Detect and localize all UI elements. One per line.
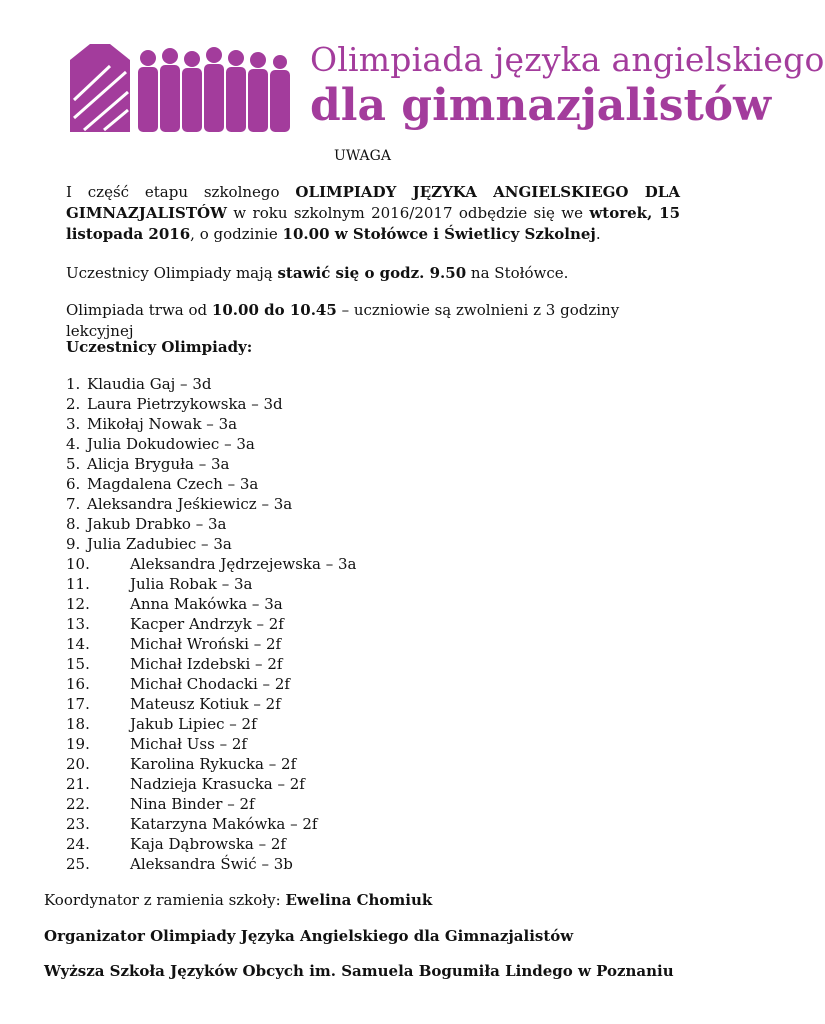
list-item: [66, 434, 666, 454]
list-item-number: 15.: [66, 655, 90, 673]
people-silhouettes-icon: [70, 40, 295, 134]
list-item: [66, 514, 666, 534]
list-item: [66, 454, 666, 474]
list-item-number: 9.: [66, 535, 81, 553]
list-item: [66, 694, 666, 714]
list-item-name: Nina Binder – 2f: [130, 795, 255, 813]
list-item: [66, 554, 666, 574]
list-item: [66, 834, 666, 854]
participants-heading: Uczestnicy Olimpiady:: [66, 338, 253, 356]
list-item-name: Julia Zadubiec – 3a: [87, 535, 232, 553]
list-item-name: Mikołaj Nowak – 3a: [87, 415, 238, 433]
list-item: [66, 734, 666, 754]
list-item: [66, 614, 666, 634]
logo-title-line2: dla gimnazjalistów: [310, 80, 772, 131]
participants-list: [66, 374, 666, 874]
list-item: [66, 814, 666, 834]
list-item-number: 11.: [66, 575, 90, 593]
organizer-line: Organizator Olimpiady Języka Angielskiego dla Gimnazjalistów: [44, 927, 574, 945]
list-item-number: 20.: [66, 755, 90, 773]
list-item-name: Aleksandra Jędrzejewska – 3a: [130, 555, 357, 573]
list-item-number: 10.: [66, 555, 90, 573]
list-item: [66, 414, 666, 434]
list-item-number: 21.: [66, 775, 90, 793]
list-item-name: Klaudia Gaj – 3d: [87, 375, 212, 393]
list-item: [66, 674, 666, 694]
list-item-name: Laura Pietrzykowska – 3d: [87, 395, 283, 413]
olympiad-logo: [70, 38, 825, 134]
list-item-number: 16.: [66, 675, 90, 693]
list-item-name: Jakub Lipiec – 2f: [130, 715, 257, 733]
list-item-name: Aleksandra Świć – 3b: [130, 855, 293, 873]
list-item-name: Alicja Bryguła – 3a: [87, 455, 230, 473]
school-line: Wyższa Szkoła Języków Obcych im. Samuela Bogumiła Lindego w Poznaniu: [44, 962, 674, 980]
list-item-number: 4.: [66, 435, 81, 453]
list-item-name: Michał Izdebski – 2f: [130, 655, 283, 673]
list-item: [66, 754, 666, 774]
list-item: [66, 494, 666, 514]
list-item-name: Julia Robak – 3a: [130, 575, 253, 593]
list-item-number: 5.: [66, 455, 81, 473]
list-item-number: 2.: [66, 395, 81, 413]
list-item: [66, 794, 666, 814]
list-item-name: Magdalena Czech – 3a: [87, 475, 259, 493]
list-item-name: Nadzieja Krasucka – 2f: [130, 775, 305, 793]
list-item: [66, 714, 666, 734]
list-item: [66, 474, 666, 494]
list-item-name: Mateusz Kotiuk – 2f: [130, 695, 281, 713]
coordinator-line: Koordynator z ramienia szkoły: Ewelina Chomiuk: [44, 891, 433, 909]
list-item: [66, 594, 666, 614]
list-item-number: 8.: [66, 515, 81, 533]
list-item: [66, 654, 666, 674]
list-item-number: 18.: [66, 715, 90, 733]
list-item: [66, 634, 666, 654]
list-item: [66, 534, 666, 554]
list-item-number: 1.: [66, 375, 81, 393]
list-item-number: 7.: [66, 495, 81, 513]
list-item-number: 14.: [66, 635, 90, 653]
list-item: [66, 394, 666, 414]
list-item-name: Karolina Rykucka – 2f: [130, 755, 297, 773]
list-item-name: Anna Makówka – 3a: [130, 595, 283, 613]
notice-heading: UWAGA: [334, 148, 391, 164]
list-item: [66, 774, 666, 794]
intro-paragraph: I część etapu szkolnego OLIMPIADY JĘZYKA ANGIELSKIEGO DLA GIMNAZJALISTÓW w roku szkolnym 2016/2017 odbędzie się we wtorek, 15 listopada 2016, o godzinie 10.00 w Stołówce i Świetlicy Szkolnej.: [66, 183, 681, 243]
list-item-name: Michał Chodacki – 2f: [130, 675, 290, 693]
list-item-number: 25.: [66, 855, 90, 873]
list-item-number: 22.: [66, 795, 90, 813]
logo-title-line1: Olimpiada języka angielskiego: [310, 40, 825, 79]
list-item-name: Kacper Andrzyk – 2f: [130, 615, 284, 633]
list-item-number: 13.: [66, 615, 90, 633]
list-item-number: 12.: [66, 595, 90, 613]
list-item-number: 24.: [66, 835, 90, 853]
duration-paragraph: Olimpiada trwa od 10.00 do 10.45 – uczniowie są zwolnieni z 3 godziny lekcyjnej: [66, 301, 620, 340]
list-item: [66, 854, 666, 874]
list-item: [66, 574, 666, 594]
list-item-name: Michał Wroński – 2f: [130, 635, 282, 653]
list-item-number: 6.: [66, 475, 81, 493]
list-item: [66, 374, 666, 394]
list-item-name: Katarzyna Makówka – 2f: [130, 815, 318, 833]
list-item-number: 3.: [66, 415, 81, 433]
list-item-name: Kaja Dąbrowska – 2f: [130, 835, 286, 853]
list-item-name: Aleksandra Jeśkiewicz – 3a: [87, 495, 293, 513]
list-item-number: 19.: [66, 735, 90, 753]
list-item-name: Jakub Drabko – 3a: [87, 515, 227, 533]
list-item-number: 17.: [66, 695, 90, 713]
list-item-name: Michał Uss – 2f: [130, 735, 247, 753]
list-item-number: 23.: [66, 815, 90, 833]
arrival-paragraph: Uczestnicy Olimpiady mają stawić się o godz. 9.50 na Stołówce.: [66, 264, 569, 282]
list-item-name: Julia Dokudowiec – 3a: [87, 435, 255, 453]
